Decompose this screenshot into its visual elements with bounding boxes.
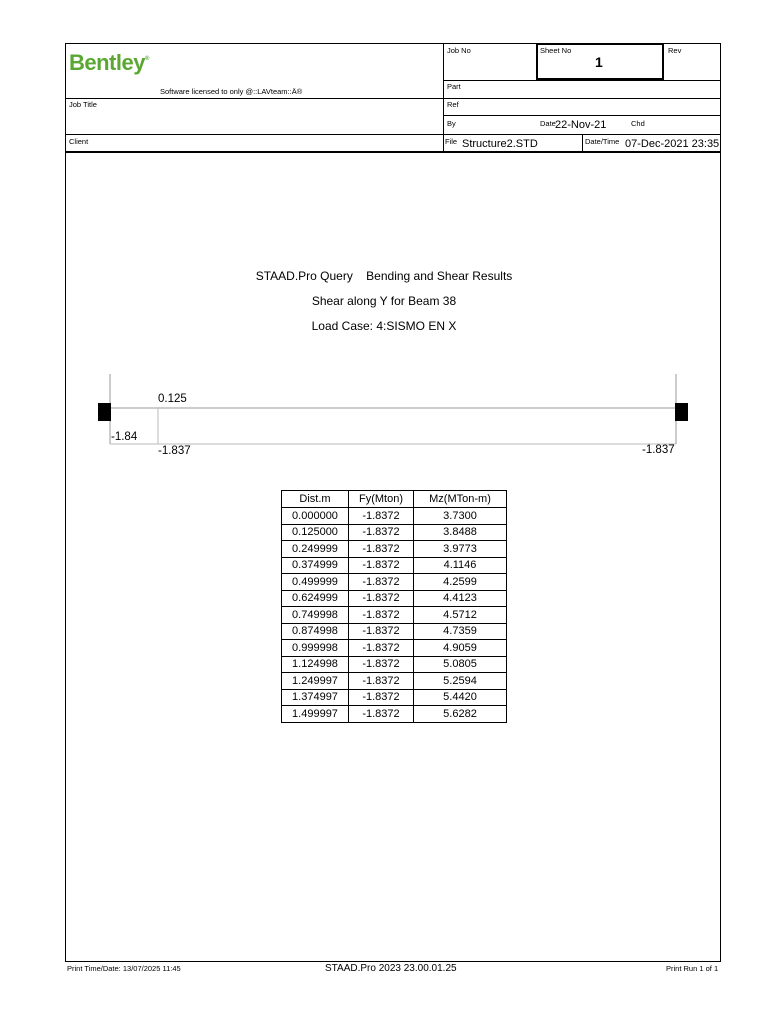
cell-dist: 0.624999: [282, 590, 349, 607]
table-header-row: [282, 491, 507, 508]
cell-fy: -1.8372: [349, 508, 414, 525]
column-header-mz: Mz(MTon-m): [414, 491, 507, 508]
cell-fy: -1.8372: [349, 574, 414, 591]
cell-mz: 5.0805: [414, 656, 507, 673]
table-row: [282, 574, 507, 591]
cell-dist: 0.499999: [282, 574, 349, 591]
rev-label: Rev: [668, 46, 682, 55]
cell-dist: 0.249999: [282, 541, 349, 558]
header-divider: [65, 134, 721, 135]
cell-fy: -1.8372: [349, 640, 414, 657]
table-row: [282, 706, 507, 723]
part-label: Part: [447, 82, 461, 91]
cell-dist: 1.374997: [282, 689, 349, 706]
shear-value-right: -1.837: [642, 444, 675, 456]
report-subtitle: Shear along Y for Beam 38: [311, 294, 457, 308]
cell-mz: 3.8488: [414, 524, 507, 541]
cell-fy: -1.8372: [349, 673, 414, 690]
table-row: [282, 607, 507, 624]
cell-mz: 3.7300: [414, 508, 507, 525]
print-time: Print Time/Date: 13/07/2025 11:45: [67, 964, 181, 973]
cell-fy: -1.8372: [349, 706, 414, 723]
cell-mz: 4.2599: [414, 574, 507, 591]
cell-mz: 4.5712: [414, 607, 507, 624]
cell-dist: 0.999998: [282, 640, 349, 657]
column-header-fy: Fy(Mton): [349, 491, 414, 508]
cell-dist: 0.749998: [282, 607, 349, 624]
cell-fy: -1.8372: [349, 656, 414, 673]
table-row: [282, 656, 507, 673]
section-label: 0.125: [158, 393, 187, 405]
print-run: Print Run 1 of 1: [666, 964, 719, 973]
cell-dist: 1.124998: [282, 656, 349, 673]
right-support-node: [675, 403, 688, 421]
bentley-logo: Bentley®: [69, 50, 149, 75]
report-title: STAAD.Pro Query Bending and Shear Results: [255, 269, 513, 283]
cell-mz: 5.6282: [414, 706, 507, 723]
header-divider: [443, 80, 721, 81]
cell-mz: 3.9773: [414, 541, 507, 558]
table-row: [282, 689, 507, 706]
sheet-no-value: 1: [595, 54, 603, 70]
datetime-label: Date/Time: [585, 137, 620, 146]
cell-dist: 0.374999: [282, 557, 349, 574]
cell-mz: 4.1146: [414, 557, 507, 574]
license-text: Software licensed to only @::LAVteam::Ä®: [160, 87, 303, 96]
cell-mz: 4.4123: [414, 590, 507, 607]
table-row: [282, 557, 507, 574]
date-value: 22-Nov-21: [555, 119, 607, 131]
cell-mz: 4.7359: [414, 623, 507, 640]
table-row: [282, 508, 507, 525]
table-row: [282, 590, 507, 607]
cell-fy: -1.8372: [349, 689, 414, 706]
cell-fy: -1.8372: [349, 524, 414, 541]
staad-version: STAAD.Pro 2023 23.00.01.25: [325, 963, 457, 974]
cell-dist: 1.249997: [282, 673, 349, 690]
header-divider: [65, 151, 721, 153]
table-row: [282, 524, 507, 541]
cell-fy: -1.8372: [349, 607, 414, 624]
table-row: [282, 673, 507, 690]
shear-value-left: -1.837: [158, 445, 191, 457]
header-divider: [443, 43, 444, 153]
file-value: Structure2.STD: [462, 138, 538, 150]
sheet-no-label: Sheet No: [540, 46, 572, 55]
cell-fy: -1.8372: [349, 557, 414, 574]
cell-mz: 4.9059: [414, 640, 507, 657]
date-label: Date: [540, 119, 556, 128]
table-row: [282, 623, 507, 640]
cell-dist: 0.874998: [282, 623, 349, 640]
cell-mz: 5.2594: [414, 673, 507, 690]
header-divider: [443, 115, 721, 116]
header-divider: [582, 134, 583, 152]
cell-fy: -1.8372: [349, 541, 414, 558]
cell-dist: 1.499997: [282, 706, 349, 723]
chd-label: Chd: [631, 119, 645, 128]
cell-mz: 5.4420: [414, 689, 507, 706]
cell-fy: -1.8372: [349, 623, 414, 640]
table-row: [282, 541, 507, 558]
load-case: Load Case: 4:SISMO EN X: [311, 319, 457, 333]
table-row: [282, 640, 507, 657]
job-no-label: Job No: [447, 46, 471, 55]
left-support-node: [98, 403, 111, 421]
by-label: By: [447, 119, 456, 128]
results-table: [281, 490, 507, 723]
ref-label: Ref: [447, 100, 459, 109]
shear-left-label: -1.84: [111, 431, 138, 443]
job-title-label: Job Title: [69, 100, 97, 109]
column-header-dist: Dist.m: [282, 491, 349, 508]
cell-fy: -1.8372: [349, 590, 414, 607]
cell-dist: 0.000000: [282, 508, 349, 525]
file-label: File: [445, 137, 458, 146]
datetime-value: 07-Dec-2021 23:35: [625, 138, 720, 150]
client-label: Client: [69, 137, 89, 146]
header-divider: [65, 98, 721, 99]
cell-dist: 0.125000: [282, 524, 349, 541]
